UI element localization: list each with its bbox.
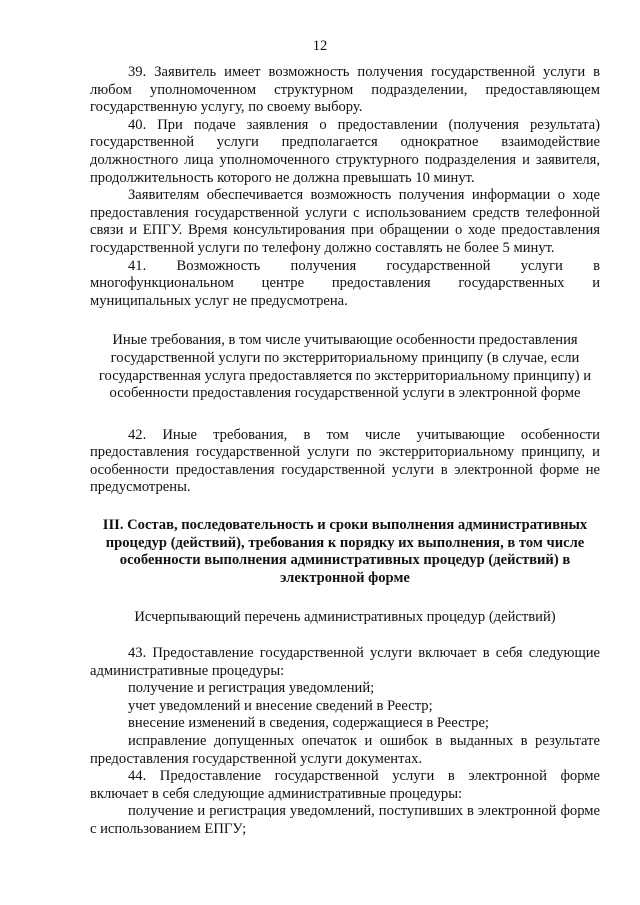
- paragraph-44: 44. Предоставление государственной услуги в электронной форме включает в себя следующие административные процедуры:: [90, 768, 600, 802]
- subheading-procedures-list: Исчерпывающий перечень административных процедур (действий): [134, 609, 556, 626]
- section-3-heading: III. Состав, последовательность и сроки выполнения административных процедур (действий), требования к порядку их выполнения, в том числе особенности выполнения административных процедур (действий) в электронной форме: [102, 517, 588, 586]
- page-number: 12: [312, 38, 328, 54]
- paragraph-43: 43. Предоставление государственной услуги включает в себя следующие административные процедуры:: [90, 645, 600, 679]
- paragraph-43-item-2: учет уведомлений и внесение сведений в Реестр;: [128, 697, 433, 714]
- paragraph-40: 40. При подаче заявления о предоставлении (получения результата) государственной услуги предполагается однократное взаимодействие должностного лица уполномоченного структурного подразделения и заявителя, продолжительность которого не должна превышать 10 минут.: [90, 116, 600, 186]
- paragraph-43-item-1: получение и регистрация уведомлений;: [128, 680, 375, 697]
- document-body: [90, 64, 600, 839]
- paragraph-43-item-4: исправление допущенных опечаток и ошибок в выданных в результате предоставления государственной услуги документах.: [90, 733, 600, 767]
- paragraph-42: 42. Иные требования, в том числе учитывающие особенности предоставления государственной услуги по экстерриториальному принципу, и особенности предоставления государственной услуги в электронной форме не предусмотрены.: [90, 426, 600, 496]
- paragraph-39: 39. Заявитель имеет возможность получения государственной услуги в любом уполномоченном структурном подразделении, предоставляющем государственную услугу, по своему выбору.: [90, 64, 600, 116]
- paragraph-44-item-1: получение и регистрация уведомлений, поступивших в электронной форме с использованием ЕПГУ;: [90, 803, 600, 837]
- paragraph-41: 41. Возможность получения государственной услуги в многофункциональном центре предоставления государственных и муниципальных услуг не предусмотрена.: [90, 257, 600, 309]
- paragraph-43-item-3: внесение изменений в сведения, содержащиеся в Реестре;: [128, 715, 489, 732]
- subheading-other-requirements: Иные требования, в том числе учитывающие особенности предоставления государственной услуги по экстерриториальному принципу (в случае, если государственная услуга предоставляется по экстерриториальному принципу) и особенности предоставления государственной услуги в электронной форме: [98, 332, 592, 402]
- paragraph-40-consultation: Заявителям обеспечивается возможность получения информации о ходе предоставления государственной услуги с использованием средств телефонной связи и ЕПГУ. Время консультирования при обращении о ходе предоставления государственной услуги по телефону должно составлять не более 5 минут.: [90, 187, 600, 256]
